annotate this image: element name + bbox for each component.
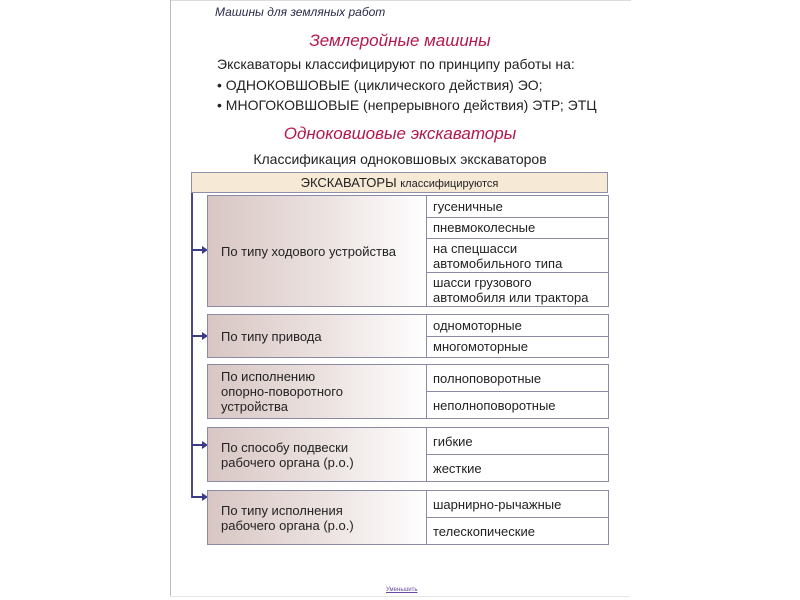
- classification-group: [207, 490, 609, 545]
- group-label: По типу привода: [208, 315, 427, 357]
- arrow-icon: [192, 249, 204, 251]
- zoom-out-link[interactable]: Уменьшить: [386, 587, 418, 593]
- group-label: По типу ходового устройства: [208, 196, 427, 306]
- group-option: жесткие: [427, 455, 608, 481]
- bullet-item: • ОДНОКОВШОВЫЕ (циклического действия) ЭО;: [217, 77, 543, 93]
- page-border-bottom: [170, 596, 630, 597]
- group-option: пневмоколесные: [427, 218, 608, 240]
- page-heading: Землеройные машины: [309, 31, 491, 50]
- group-label: По типу исполнения рабочего органа (р.о.): [208, 491, 427, 544]
- group-option: полноповоротные: [427, 365, 608, 392]
- group-option: одномоторные: [427, 315, 608, 337]
- group-label: По способу подвески рабочего органа (р.о.): [208, 428, 427, 481]
- classification-group: [207, 195, 609, 307]
- group-option: неполноповоротные: [427, 392, 608, 418]
- diagram-title: Классификация одноковшовых экскаваторов: [253, 151, 547, 167]
- arrow-icon: [192, 335, 204, 337]
- page-border-left: [170, 0, 171, 596]
- section-title: Машины для земляных работ: [215, 5, 386, 19]
- classification-group: [207, 314, 609, 358]
- group-option: многомоторные: [427, 337, 608, 358]
- group-label: По исполнению опорно-поворотного устройства: [208, 365, 427, 418]
- arrow-icon: [192, 444, 204, 446]
- header-main: ЭКСКАВАТОРЫ: [300, 175, 397, 190]
- page-border-top: [171, 0, 631, 1]
- subheading: Одноковшовые экскаваторы: [283, 124, 517, 143]
- bullet-item: • МНОГОКОВШОВЫЕ (непрерывного действия) ЭТР; ЭТЦ: [217, 97, 597, 113]
- connector-line: [191, 193, 193, 498]
- classification-group: [207, 364, 609, 419]
- group-option: гибкие: [427, 428, 608, 455]
- group-option: на спецшасси автомобильного типа: [427, 239, 608, 273]
- group-option: шарнирно-рычажные: [427, 491, 608, 518]
- header-small: классифицируются: [400, 178, 499, 190]
- group-option: шасси грузового автомобиля или трактора: [427, 273, 608, 306]
- group-option: телескопические: [427, 518, 608, 544]
- arrow-icon: [192, 496, 204, 498]
- group-option: гусеничные: [427, 196, 608, 218]
- diagram-header: [191, 172, 608, 193]
- intro-text: Экскаваторы классифицируют по принципу работы на:: [217, 56, 575, 72]
- classification-group: [207, 427, 609, 482]
